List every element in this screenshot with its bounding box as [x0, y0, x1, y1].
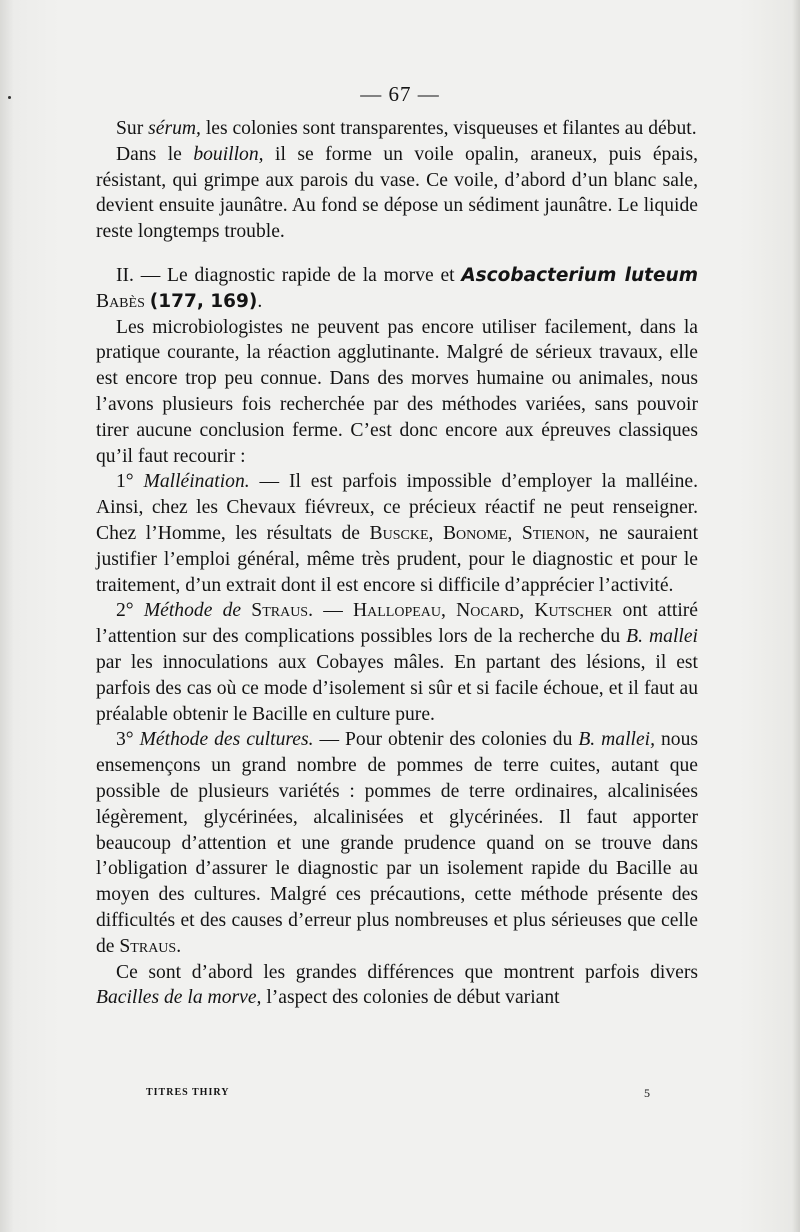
- author-name: Bonome: [442, 522, 508, 544]
- paragraph-differences: [96, 960, 698, 1012]
- text-span: l’aspect des colonies de début variant: [261, 987, 560, 1009]
- text-span: .: [257, 290, 263, 312]
- author-name: Straus.: [251, 600, 313, 622]
- text-span: Ce sont d’abord les grandes différences que montrent parfois divers: [116, 961, 698, 983]
- item-number: 3°: [116, 729, 134, 751]
- author-name: Hallopeau: [352, 600, 442, 622]
- author-name: Stienon: [521, 522, 585, 544]
- author-name: Nocard: [456, 600, 520, 622]
- text-span: nous ensemençons un grand nombre de pommes de terre cuites, autant que possible de plusieurs variétés : pommes de terre ordinaires, alcalinisées légèrement, glycérinées, alcalinisées et glycérinées. Il faut apporter beaucoup d’attention et une grande prudence quand on se trouve dans l’obligation d’assurer le diagnostic par un isolement rapide du Bacille au moyen des cultures. Malgré ces précautions, cette méthode présente des difficultés et des causes d’erreur plus nombreuses et plus sérieuses que celle de: [96, 729, 699, 957]
- author-name: Straus: [119, 935, 177, 957]
- text-span: il se forme un voile opalin, araneux, puis épais, résistant, qui grimpe aux parois du vase. Ce voile, d’abord d’un blanc sale, devient ensuite jaunâtre. Au fond se dépose un sédiment jaunâtre. Le liquide reste longtemps trouble.: [96, 143, 698, 243]
- text-span: ,: [441, 600, 457, 622]
- text-span: les colonies sont transparentes, visqueuses et filantes au début.: [200, 118, 697, 139]
- item-methode-straus: [96, 598, 698, 727]
- text-span: ,: [428, 522, 443, 544]
- term-bouillon: bouillon,: [193, 143, 264, 165]
- item-title: Méthode de: [143, 600, 242, 622]
- text-span: —: [313, 600, 353, 622]
- item-malleination: [96, 469, 698, 598]
- text-span: — Pour obtenir des colonies du: [313, 729, 579, 751]
- paragraph-serum: [96, 116, 698, 142]
- author-name: Babès: [96, 290, 145, 312]
- text-span: .: [176, 935, 182, 957]
- text-span: Dans le: [116, 143, 194, 165]
- species-name: B. mallei: [626, 626, 699, 648]
- organism-name: Ascobacterium luteum: [461, 264, 698, 286]
- body-text: [96, 116, 698, 1011]
- text-span: — Le diagnostic rapide de la morve et: [133, 264, 462, 286]
- section-heading: [96, 263, 698, 315]
- text-span: Sur: [116, 118, 149, 139]
- author-name: Kutscher: [534, 600, 613, 622]
- term-serum: sérum,: [148, 118, 201, 139]
- paragraph-bouillon: [96, 142, 698, 245]
- item-title: Méthode des cultures.: [139, 729, 314, 751]
- reference-numbers: (177, 169): [149, 290, 258, 312]
- item-number: 2°: [116, 600, 134, 622]
- item-number: 1°: [116, 471, 134, 493]
- paragraph-microbiologistes: Les microbiologistes ne peuvent pas encore utiliser facilement, dans la pratique courante, la réaction agglutinante. Malgré de sérieux travaux, elle est encore trop peu connue. Dans des morves humaine ou animales, nous l’avons plusieurs fois recherchée par des méthodes variées, sans pouvoir tirer aucune conclusion ferme. C’est donc encore aux épreuves classiques qu’il faut recourir :: [96, 316, 698, 467]
- page-number: — 67 —: [360, 82, 440, 106]
- text-span: ,: [507, 522, 522, 544]
- section-numeral: II.: [116, 264, 134, 286]
- text-span: , ne sauraient justifier l’emploi général, même très prudent, pour le diagnostic et pour le traitement, d’un extrait dont il est encore si difficile d’apprécier l’activité.: [96, 522, 699, 596]
- text-span: par les innoculations aux Cobayes mâles. En partant des lésions, il est parfois des cas où ce mode d’isolement si sûr et si facile échoue, et il faut au préalable obtenir le Bacille en culture pure.: [96, 651, 698, 725]
- term-bacilles: Bacilles de la morve,: [96, 987, 262, 1009]
- sheet-number: 5: [644, 1086, 650, 1100]
- species-name: B. mallei,: [578, 729, 656, 751]
- text-span: ,: [519, 600, 535, 622]
- item-methode-cultures: [96, 727, 698, 959]
- text-span: — Il est parfois impossible d’employer la malléine. Ainsi, chez les Chevaux fiévreux, ce précieux réactif ne peut renseigner. Chez l’Homme, les résultats de: [96, 471, 698, 544]
- item-title: Malléination.: [143, 471, 250, 493]
- text-span: ont attiré l’attention sur des complications possibles lors de la recherche du: [96, 600, 699, 648]
- printer-signature: TITRES THIRY: [146, 1087, 230, 1098]
- author-name: Buscke: [369, 522, 429, 544]
